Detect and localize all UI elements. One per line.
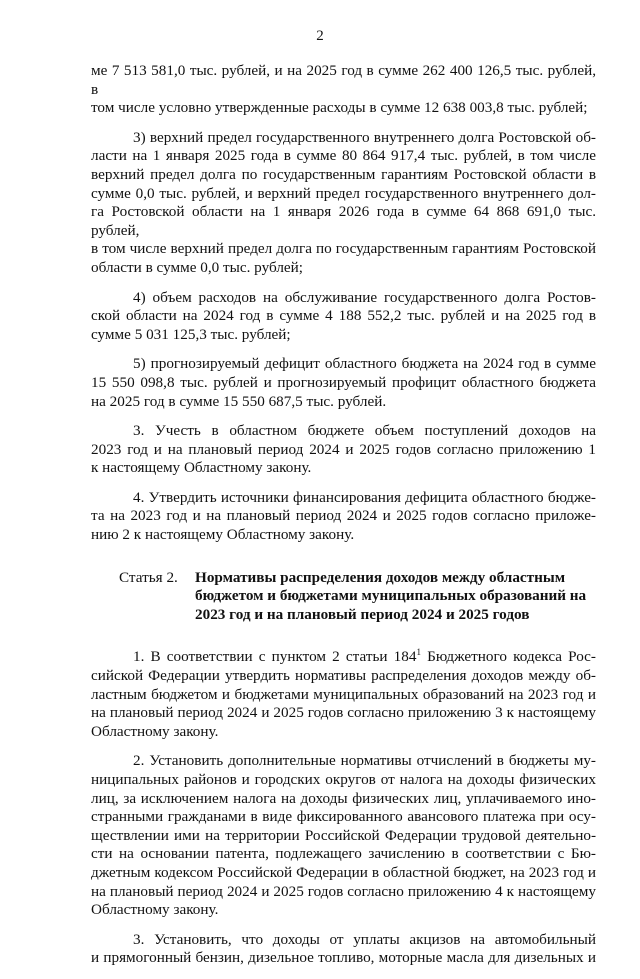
paragraph-line: 3. Установить, что доходы от уплаты акцизов на автомобильный — [133, 930, 596, 948]
superscript: 1 — [416, 647, 421, 658]
paragraph-line: в том числе верхний предел долга по государственным гарантиям Ростовской — [91, 240, 596, 258]
paragraph-line: 15 550 098,8 тыс. рублей и прогнозируемый профицит областного бюджета — [91, 373, 596, 391]
paragraph-line: сийской Федерации утвердить нормативы распределения доходов между об- — [91, 667, 596, 685]
paragraph-line: ской области на 2024 год в сумме 4 188 552,2 тыс. рублей и на 2025 год в — [91, 307, 596, 325]
paragraphs-bottom — [91, 752, 596, 968]
paragraph-line: ластным бюджетом и бюджетами муниципальных образований на 2023 год и — [91, 685, 596, 703]
paragraph-line: 1. В соответствии с пунктом 2 статьи $184^1$ Бюджетного кодекса Рос- — [133, 647, 596, 666]
article-label: Статья 2. — [119, 568, 178, 586]
paragraph-line: 4. Утвердить источники финансирования дефицита областного бюдже- — [133, 488, 596, 506]
page-number: 2 — [316, 28, 324, 44]
paragraph-line: сти на основании патента, подлежащего зачислению в соответствии с Бю- — [91, 845, 596, 863]
paragraph — [91, 931, 596, 968]
paragraph-line: 4) объем расходов на обслуживание государственного долга Ростов- — [133, 288, 596, 306]
paragraph — [91, 129, 596, 278]
paragraph-line: ласти на 1 января 2025 года в сумме 80 864 917,4 тыс. рублей, в том числе — [91, 147, 596, 165]
paragraphs-top — [91, 62, 596, 545]
article-heading — [91, 569, 596, 625]
paragraph-line: области в сумме 0,0 тыс. рублей; — [91, 258, 303, 276]
paragraph-line: 3) верхний предел государственного внутреннего долга Ростовской об- — [133, 128, 596, 146]
article-title — [195, 569, 586, 625]
paragraph-line: нию 2 к настоящему Областному закону. — [91, 526, 355, 544]
paragraph-line: на плановый период 2024 и 2025 годов согласно приложению 4 к настоящему — [91, 882, 596, 900]
paragraph-line: 2. Установить дополнительные нормативы отчислений в бюджеты му- — [133, 752, 596, 770]
paragraph-line: га Ростовской области на 1 января 2026 года в сумме 64 868 691,0 тыс. рублей, — [91, 203, 596, 239]
paragraph-line: ме 7 513 581,0 тыс. рублей, и на 2025 год в сумме 262 400 126,5 тыс. рублей, в — [91, 62, 596, 98]
paragraph-line: том числе условно утвержденные расходы в сумме 12 638 003,8 тыс. рублей; — [91, 99, 588, 117]
paragraph-line: та на 2023 год и на плановый период 2024 и 2025 годов согласно приложе- — [91, 507, 596, 525]
article-title-line: Нормативы распределения доходов между областным — [195, 568, 566, 586]
paragraph-line: на плановый период 2024 и 2025 годов согласно приложению 3 к настоящему — [91, 704, 596, 722]
paragraph-line: 5) прогнозируемый дефицит областного бюджета на 2024 год в сумме — [133, 355, 596, 373]
paragraph-line: сумме 0,0 тыс. рублей, и верхний предел государственного внутреннего дол- — [91, 184, 596, 202]
paragraph-line: 3. Учесть в областном бюджете объем поступлений доходов на — [133, 422, 596, 440]
paragraph-line: странными гражданами в виде фиксированного авансового платежа при осу- — [91, 808, 596, 826]
document-body — [91, 62, 596, 979]
paragraph-line: Областному закону. — [91, 901, 219, 919]
paragraph-line: ществлении ими на территории Российской Федерации трудовой деятельно- — [91, 826, 596, 844]
paragraph-line: и прямогонный бензин, дизельное топливо, моторные масла для дизельных и — [91, 949, 596, 967]
paragraph-line: джетным кодексом Российской Федерации в областной бюджет, на 2023 год и — [91, 863, 596, 881]
paragraph-line: лиц, за исключением налога на доходы физических лиц, уплачиваемого ино- — [91, 789, 596, 807]
paragraph-line: на 2025 год в сумме 15 550 687,5 тыс. рублей. — [91, 392, 387, 410]
article-title-line: бюджетом и бюджетами муниципальных образований на — [195, 587, 587, 605]
paragraph — [91, 752, 596, 919]
paragraph — [91, 489, 596, 545]
paragraph — [91, 289, 596, 345]
paragraph-line: к настоящему Областному закону. — [91, 459, 312, 477]
paragraph — [91, 62, 596, 118]
paragraph-line: верхний предел долга по государственным гарантиям Ростовской области в — [91, 165, 596, 183]
paragraph-line: ниципальных районов и городских округов от налога на доходы физических — [91, 771, 596, 788]
paragraph-line: Областному закону. — [91, 722, 219, 740]
paragraph — [91, 422, 596, 478]
article-title-line: 2023 год и на плановый период 2024 и 2025 годов — [195, 605, 530, 623]
paragraph-line: 2023 год и на плановый период 2024 и 2025 годов согласно приложению 1 — [91, 440, 596, 458]
paragraph-line: сумме 5 031 125,3 тыс. рублей; — [91, 325, 291, 343]
paragraph — [91, 355, 596, 411]
paragraph — [91, 648, 596, 741]
